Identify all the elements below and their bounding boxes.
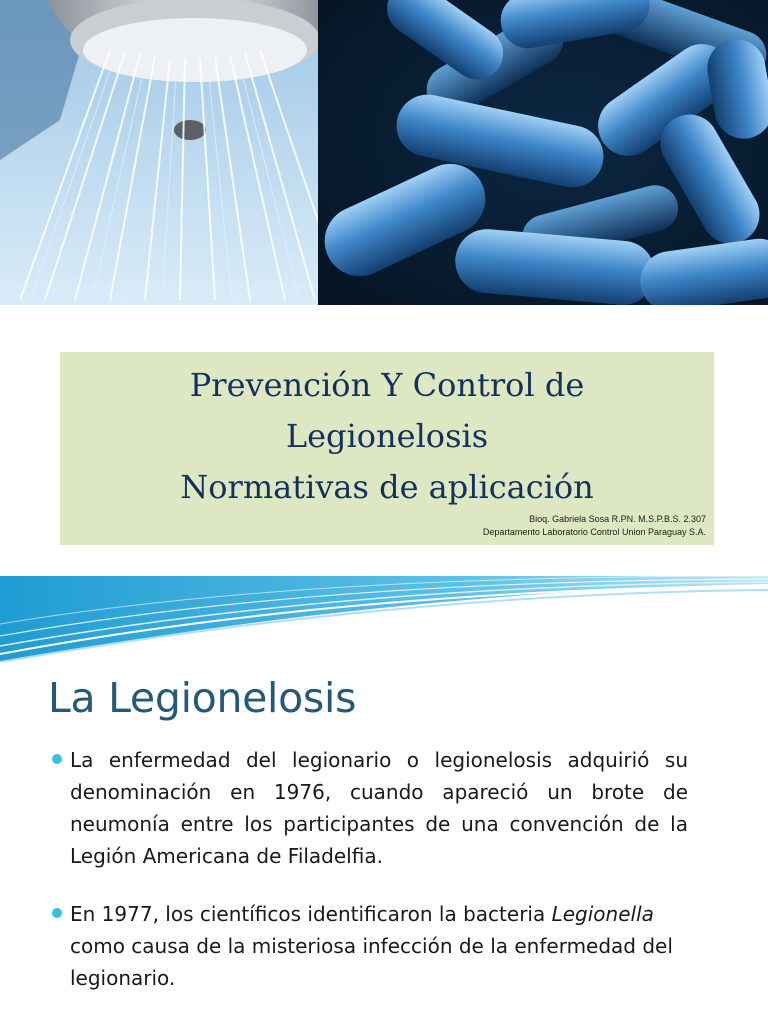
bullet-text-1: La enfermedad del legionario o legionelosis adquirió su denominación en 1976, cuando apareció un brote de neumonía entre los participantes de una convención de la Legión Americana de Filadelfia. [70,748,688,868]
bullet-list [70,744,688,1020]
bullet-dot-icon [52,754,62,764]
title-line-3: Normativas de aplicación [180,468,594,506]
bullet-item-2 [70,898,688,994]
bullet-text-2-before: En 1977, los científicos identificaron la bacteria [70,902,552,926]
slide-title-text [60,360,714,513]
author-credits [483,513,706,539]
shower-photo [0,0,355,305]
author-name: Bioq. Gabriela Sosa R.PN. M.S.P.B.S. 2.307 [529,514,706,524]
title-line-1: Prevención Y Control de [189,366,585,404]
author-department: Departamento Laboratorio Control Union Paraguay S.A. [482,527,706,537]
bullet-item-1 [70,744,688,872]
bullet-dot-icon [52,908,62,918]
hero-image [0,0,768,305]
bullet-text-2-after: como causa de la misteriosa infección de la enfermedad del legionario. [70,934,673,990]
title-box [60,352,714,545]
title-line-2: Legionelosis [285,417,489,455]
slide-content [0,576,768,1024]
slide-heading: La Legionelosis [48,674,357,722]
bullet-text-2-italic: Legionella [551,902,654,926]
bacteria-photo [313,0,768,305]
wave-banner [0,576,768,662]
